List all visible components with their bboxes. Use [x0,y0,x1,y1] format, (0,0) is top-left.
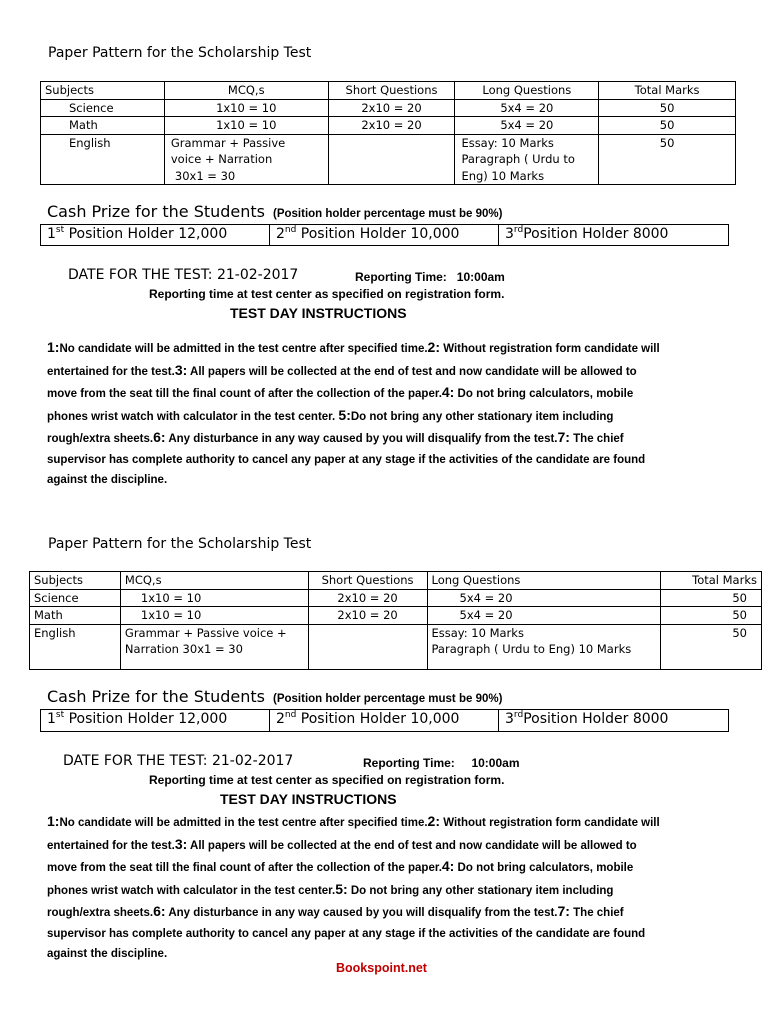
instruction-text: Do not bring calculators, mobile [454,388,634,400]
instruction-number: 1: [47,339,60,355]
instruction-text: rough/extra sheets. [47,433,154,445]
instruction-text: against the discipline. [47,948,168,960]
cash-prize-title: Cash Prize for the Students [47,687,266,706]
instruction-line [47,901,747,924]
instruction-text: Without registration form candidate will [440,343,660,355]
instruction-number: 4: [441,858,455,874]
mcq-line: Narration 30x1 = 30 [124,642,243,656]
instruction-text: entertained for the test. [47,365,175,378]
header-short-questions: Short Questions [308,572,427,590]
instruction-number: 1: [47,813,60,829]
header-total-marks: Total Marks [661,572,762,590]
instruction-number: 7: [557,429,570,445]
instruction-text: The chief [569,907,624,919]
instruction-text: phones wrist watch with calculator in the test center. [47,884,336,897]
instruction-text: The chief [569,433,624,445]
mcq-cell: 1x10 = 10 [120,589,308,607]
subject-cell: Math [30,607,121,625]
header-short-questions: Short Questions [328,82,455,100]
instruction-line [47,811,747,834]
instruction-line [47,427,747,450]
mcq-cell [164,134,328,185]
total-cell: 50 [661,624,762,669]
long-cell: 5x4 = 20 [427,607,661,625]
instruction-text: All papers will be collected at the end of test and now candidate will be allowed to [187,839,637,852]
mcq-line: Grammar + Passive [170,135,286,150]
reporting-time-label: Reporting Time: [355,270,447,284]
long-cell: 5x4 = 20 [427,589,661,607]
instruction-number: 3: [174,835,188,852]
total-cell: 50 [599,99,736,117]
prize-second: 2nd Position Holder 10,000 [270,225,499,245]
instruction-text: No candidate will be admitted in the test centre after specified time. [59,343,428,355]
table-row [30,607,762,625]
instructions-text [47,337,747,491]
instruction-line [47,856,747,879]
instruction-text: rough/extra sheets. [47,907,154,919]
instruction-number: 6: [153,903,166,919]
subject-cell: Science [41,99,165,117]
long-line: Eng) 10 Marks [461,168,545,183]
mcq-cell: 1x10 = 10 [120,607,308,625]
instruction-line [47,405,747,428]
instruction-text: supervisor has complete authority to cancel any paper at any stage if the activities of the candidate are found [47,927,646,940]
instruction-number: 4: [441,384,455,400]
header-subjects: Subjects [30,572,121,590]
short-cell: 2x10 = 20 [308,607,427,625]
instruction-text: supervisor has complete authority to cancel any paper at any stage if the activities of the candidate are found [47,453,646,466]
subject-cell: English [30,624,121,669]
mcq-line: voice + Narration [170,152,273,166]
instruction-text: Any disturbance in any way caused by you will disqualify from the test. [165,907,558,919]
reporting-time-value: 10:00am [471,756,520,770]
instruction-text: move from the seat till the final count of after the collection of the paper. [47,388,442,400]
reporting-time [355,270,505,284]
total-cell: 50 [661,607,762,625]
cash-prize-title: Cash Prize for the Students [47,202,266,221]
subject-cell: Math [41,117,165,135]
instructions-text [47,811,747,965]
prize-first: 1st Position Holder 12,000 [41,225,270,245]
mcq-cell: 1x10 = 10 [164,117,328,135]
paper-pattern-table [29,571,762,670]
header-long-questions: Long Questions [455,82,599,100]
prize-third: 3rdPosition Holder 8000 [505,710,669,727]
long-cell [455,134,599,185]
short-cell: 2x10 = 20 [308,589,427,607]
short-cell [308,624,427,669]
prize-bar [40,709,729,732]
table-row [30,589,762,607]
instruction-line [47,879,747,902]
instruction-number: 2: [427,339,440,355]
long-line: Essay: 10 Marks [461,135,554,150]
instruction-text: Any disturbance in any way caused by you will disqualify from the test. [165,433,558,445]
prize-third: 3rdPosition Holder 8000 [505,225,669,242]
instruction-number: 5: [335,880,348,897]
instruction-line [47,337,747,360]
header-mcqs: MCQ,s [164,82,328,100]
reporting-time [363,756,520,770]
instruction-line [47,470,747,491]
long-line: Paragraph ( Urdu to [461,152,575,166]
prize-bar [40,224,729,246]
instruction-line [47,834,747,857]
long-cell: 5x4 = 20 [455,99,599,117]
cash-prize-heading [47,202,502,221]
instruction-line [47,360,747,383]
instruction-text: entertained for the test. [47,839,175,852]
short-cell: 2x10 = 20 [328,99,455,117]
site-brand: Bookspoint.net [336,961,427,975]
header-total-marks: Total Marks [599,82,736,100]
total-cell: 50 [661,589,762,607]
table-header-row [30,572,762,590]
instruction-line [47,924,747,945]
mcq-line: Grammar + Passive voice + [124,625,287,640]
total-cell: 50 [599,117,736,135]
mcq-cell [120,624,308,669]
short-cell [328,134,455,185]
instruction-text: Do not bring any other stationary item including [347,884,614,897]
paper-pattern-title: Paper Pattern for the Scholarship Test [48,536,312,552]
instruction-number: 6: [153,429,166,445]
header-long-questions: Long Questions [427,572,661,590]
instruction-line [47,382,747,405]
instructions-heading: TEST DAY INSTRUCTIONS [230,305,407,321]
instruction-line [47,450,747,471]
instruction-number: 5: [338,406,351,423]
subject-cell: English [41,134,165,185]
cash-prize-heading [47,687,502,706]
instruction-text: phones wrist watch with calculator in the test center. [47,410,339,423]
paper-pattern-title: Paper Pattern for the Scholarship Test [48,45,312,61]
reporting-note: Reporting time at test center as specified on registration form. [149,287,505,301]
reporting-time-value: 10:00am [456,270,505,284]
instructions-heading: TEST DAY INSTRUCTIONS [220,791,397,807]
paper-pattern-table [40,81,736,185]
table-row [30,624,762,669]
instruction-number: 7: [557,903,570,919]
total-cell: 50 [599,134,736,185]
mcq-line: 30x1 = 30 [174,168,236,183]
instruction-text: Do not bring any other stationary item including [350,410,614,423]
prize-first: 1st Position Holder 12,000 [41,710,270,731]
cash-prize-note: (Position holder percentage must be 90%) [273,693,503,705]
table-row [41,117,736,135]
long-cell: 5x4 = 20 [455,117,599,135]
table-row [41,99,736,117]
mcq-cell: 1x10 = 10 [164,99,328,117]
test-date: DATE FOR THE TEST: 21-02-2017 [68,267,299,283]
cash-prize-note: (Position holder percentage must be 90%) [273,208,503,220]
instruction-text: No candidate will be admitted in the test centre after specified time. [59,817,428,829]
table-header-row [41,82,736,100]
short-cell: 2x10 = 20 [328,117,455,135]
instruction-text: All papers will be collected at the end of test and now candidate will be allowed to [187,365,637,378]
table-row [41,134,736,185]
instruction-text: Without registration form candidate will [440,817,660,829]
prize-second: 2nd Position Holder 10,000 [270,710,499,731]
reporting-note: Reporting time at test center as specified on registration form. [149,773,505,787]
header-mcqs: MCQ,s [120,572,308,590]
long-line: Essay: 10 Marks [431,625,524,640]
long-cell [427,624,661,669]
long-line: Paragraph ( Urdu to Eng) 10 Marks [431,642,632,656]
instruction-text: Do not bring calculators, mobile [454,862,634,874]
instruction-text: against the discipline. [47,474,168,486]
reporting-time-label: Reporting Time: [363,756,455,770]
subject-cell: Science [30,589,121,607]
header-subjects: Subjects [41,82,165,100]
instruction-number: 2: [427,813,440,829]
test-date: DATE FOR THE TEST: 21-02-2017 [63,753,294,769]
instruction-number: 3: [174,361,188,378]
instruction-text: move from the seat till the final count of after the collection of the paper. [47,862,442,874]
